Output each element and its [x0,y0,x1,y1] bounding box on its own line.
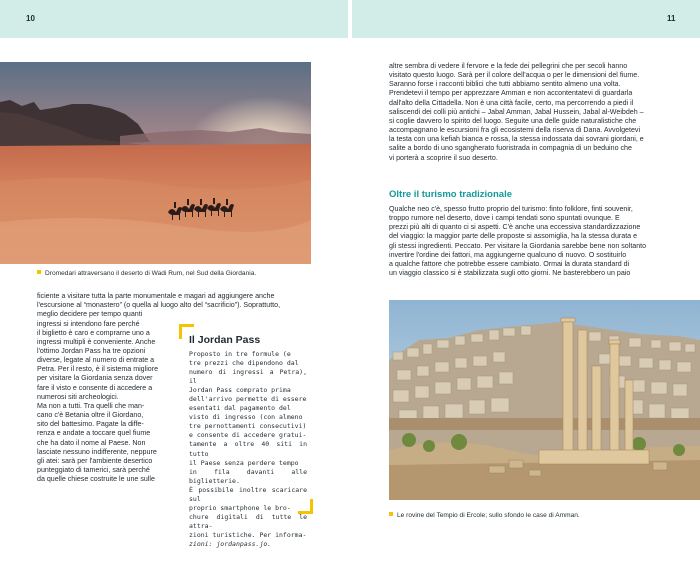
box-line: esentati dal pagamento del [189,404,291,413]
text-line: renza e andate a toccare quel fiume [37,429,151,438]
box-line: e consente di accedere gratui- [189,431,307,440]
box-line: zioni turistiche. Per informa- [189,530,307,539]
right-intro-text [389,62,661,163]
temple-of-hercules-photo [389,300,700,500]
text-line: Petra. Per il resto, è il sistema migliore [37,365,159,374]
text-line: gli atei: sarà per l'ambiente desertico [37,456,153,465]
text-line: Saranno forse i racconti biblici che tutti abbiamo sentito almeno una volta. [389,80,621,89]
text-line: troppo rumore nel deserto, dove i campi tendati sono spuntati ovunque. E [389,214,620,223]
wadi-rum-caption-text: Dromedari attraversano il deserto di Wadi Rum, nel Sud della Giordania. [45,270,257,277]
text-line: salite a bordo di uno sgangherato fuoristrada in compagnia di un beduino che [389,144,632,153]
text-line: ingressi multipli è conveniente. Anche [37,337,156,346]
box-line: in fila davanti alle biglietterie. [189,467,307,485]
text-line: cano c'è Betania oltre il Giordano, [37,411,144,420]
box-line: chure digitali di tutte le attra- [189,512,307,530]
text-line: il biglietto è caro e comprarne uno a [37,328,150,337]
box-line: proprio smartphone le bro- [189,503,291,512]
text-line: si coglie davvero lo spirito del luogo. Seguite una delle guide naturalistiche che [389,116,637,125]
text-line: gli stessi ingredienti. Peccato. Per visitare la Giordania sarebbe bene non soltanto [389,241,647,250]
text-line: fare il visto e consente di accedere a [37,383,153,392]
left-body-full [37,292,311,319]
text-line: altre sembra di vedere il fervore e la fede dei pellegrini che per secoli hanno [389,62,628,70]
left-page-number: 10 [26,14,35,23]
text-line: ingressi si intendono fare perché [37,319,140,328]
text-line: diverse, legate al numero di entrate a [37,356,155,365]
text-line: del viaggio: la maggior parte delle proposte si assomiglia, ha la stessa durata e [389,232,638,241]
box-title: Il Jordan Pass [189,334,261,346]
box-line: il Paese senza perdere tempo [189,458,299,467]
box-line: visto di ingresso (con almeno [189,413,303,422]
text-line: Qualche neo c'è, spesso frutto proprio del turismo: finto folklore, finti souvenir, [389,205,633,213]
box-line: È possibile inoltre scaricare sul [189,485,307,503]
box-line: Jordan Pass comprato prima [189,386,291,395]
text-line: ficiente a visitare tutta la parte monumentale e magari ad aggiungere anche [37,292,275,300]
right-header-band [352,0,700,38]
text-line: sito del battesimo. Pagate la diffe- [37,420,144,429]
text-line: per visitare la Giordania senza dover [37,374,153,383]
box-line: Proposto in tre formule (e [189,350,291,358]
text-line: numerosi siti archeologici. [37,392,119,401]
text-line: invertire l'ordine dei fattori, ma aggiungerne qualcuno di nuovo. O sostituirlo [389,250,627,259]
text-line: Ma non a tutti. Tra quelli che man- [37,401,145,410]
wadi-rum-caption [37,269,307,278]
text-line: meglio decidere per tempo quanti [37,310,143,319]
text-line: Prendetevi il tempo per apprezzare Amman e non accontentatevi di guardarla [389,89,633,98]
text-line: da quelle chiese costruite le une sulle [37,475,155,484]
jordan-pass-box [179,324,313,548]
text-line: accompagnano le escursioni fra gli ecosistemi della riserva di Dana. Avvolgetevi [389,126,641,135]
left-body-column [37,320,173,485]
box-body [189,350,307,549]
box-line: tamente a oltre 40 siti in tutto [189,440,307,458]
text-line: a qualche fattore che potrebbe essere cambiato. Ormai la durata standard di [389,259,630,268]
right-section-text [389,205,661,278]
book-spine [348,0,352,563]
text-line: dall'alto della Cittadella. Non è una città facile, certo, ma percorrendo a piedi il [389,98,634,107]
caption-bullet [37,270,41,274]
text-line: l'escursione al “monastero” (o quella al luogo alto del “sacrificio”). Soprattutto, [37,301,281,310]
text-line: l'ottimo Jordan Pass ha tre opzioni [37,346,146,355]
text-line: visitato questo luogo. Sarà per il colore dell'acqua o per le dimensioni del fiume. [389,71,640,80]
text-line: prezzi più alti di quanto ci si aspetti. C'è anche una eccessiva standardizzazione [389,223,641,232]
box-line: numero di ingressi a Petra), il [189,368,307,386]
left-header-band [0,0,348,38]
text-line: che ha dato il nome al Paese. Non [37,438,146,447]
text-line: un viaggio classico si è stabilizzata sugli otto giorni. Ne basterebbero un paio [389,269,631,278]
text-line: lasciate nessuno indifferente, neppure [37,447,157,456]
text-line: vi porterà a scoprire il suo deserto. [389,153,498,162]
text-line: punteggiato di tamerici, sarà perché [37,466,150,474]
box-line: dell'arrivo permette di essere [189,395,307,404]
text-line: la testa con una kefiah bianca e rossa, la stessa indossata dai sovrani giordani, e [389,135,644,144]
section-heading: Oltre il turismo tradizionale [389,189,512,200]
text-line: saliscendi dei colli più antichi – Jabal Amman, Jabal Hussein, Jabal al-Weibdeh – [389,107,644,116]
temple-caption-text: Le rovine del Tempio di Ercole; sullo sfondo le case di Amman. [397,512,580,519]
box-line: tre pernottamenti consecutivi) [189,422,307,431]
box-line: zioni: jordanpass.jo. [189,539,272,548]
wadi-rum-photo [0,62,311,264]
temple-caption [389,511,700,520]
box-line: tre prezzi che dipendono dal [189,359,299,368]
right-page-number: 11 [667,14,676,23]
caption-bullet [389,512,393,516]
